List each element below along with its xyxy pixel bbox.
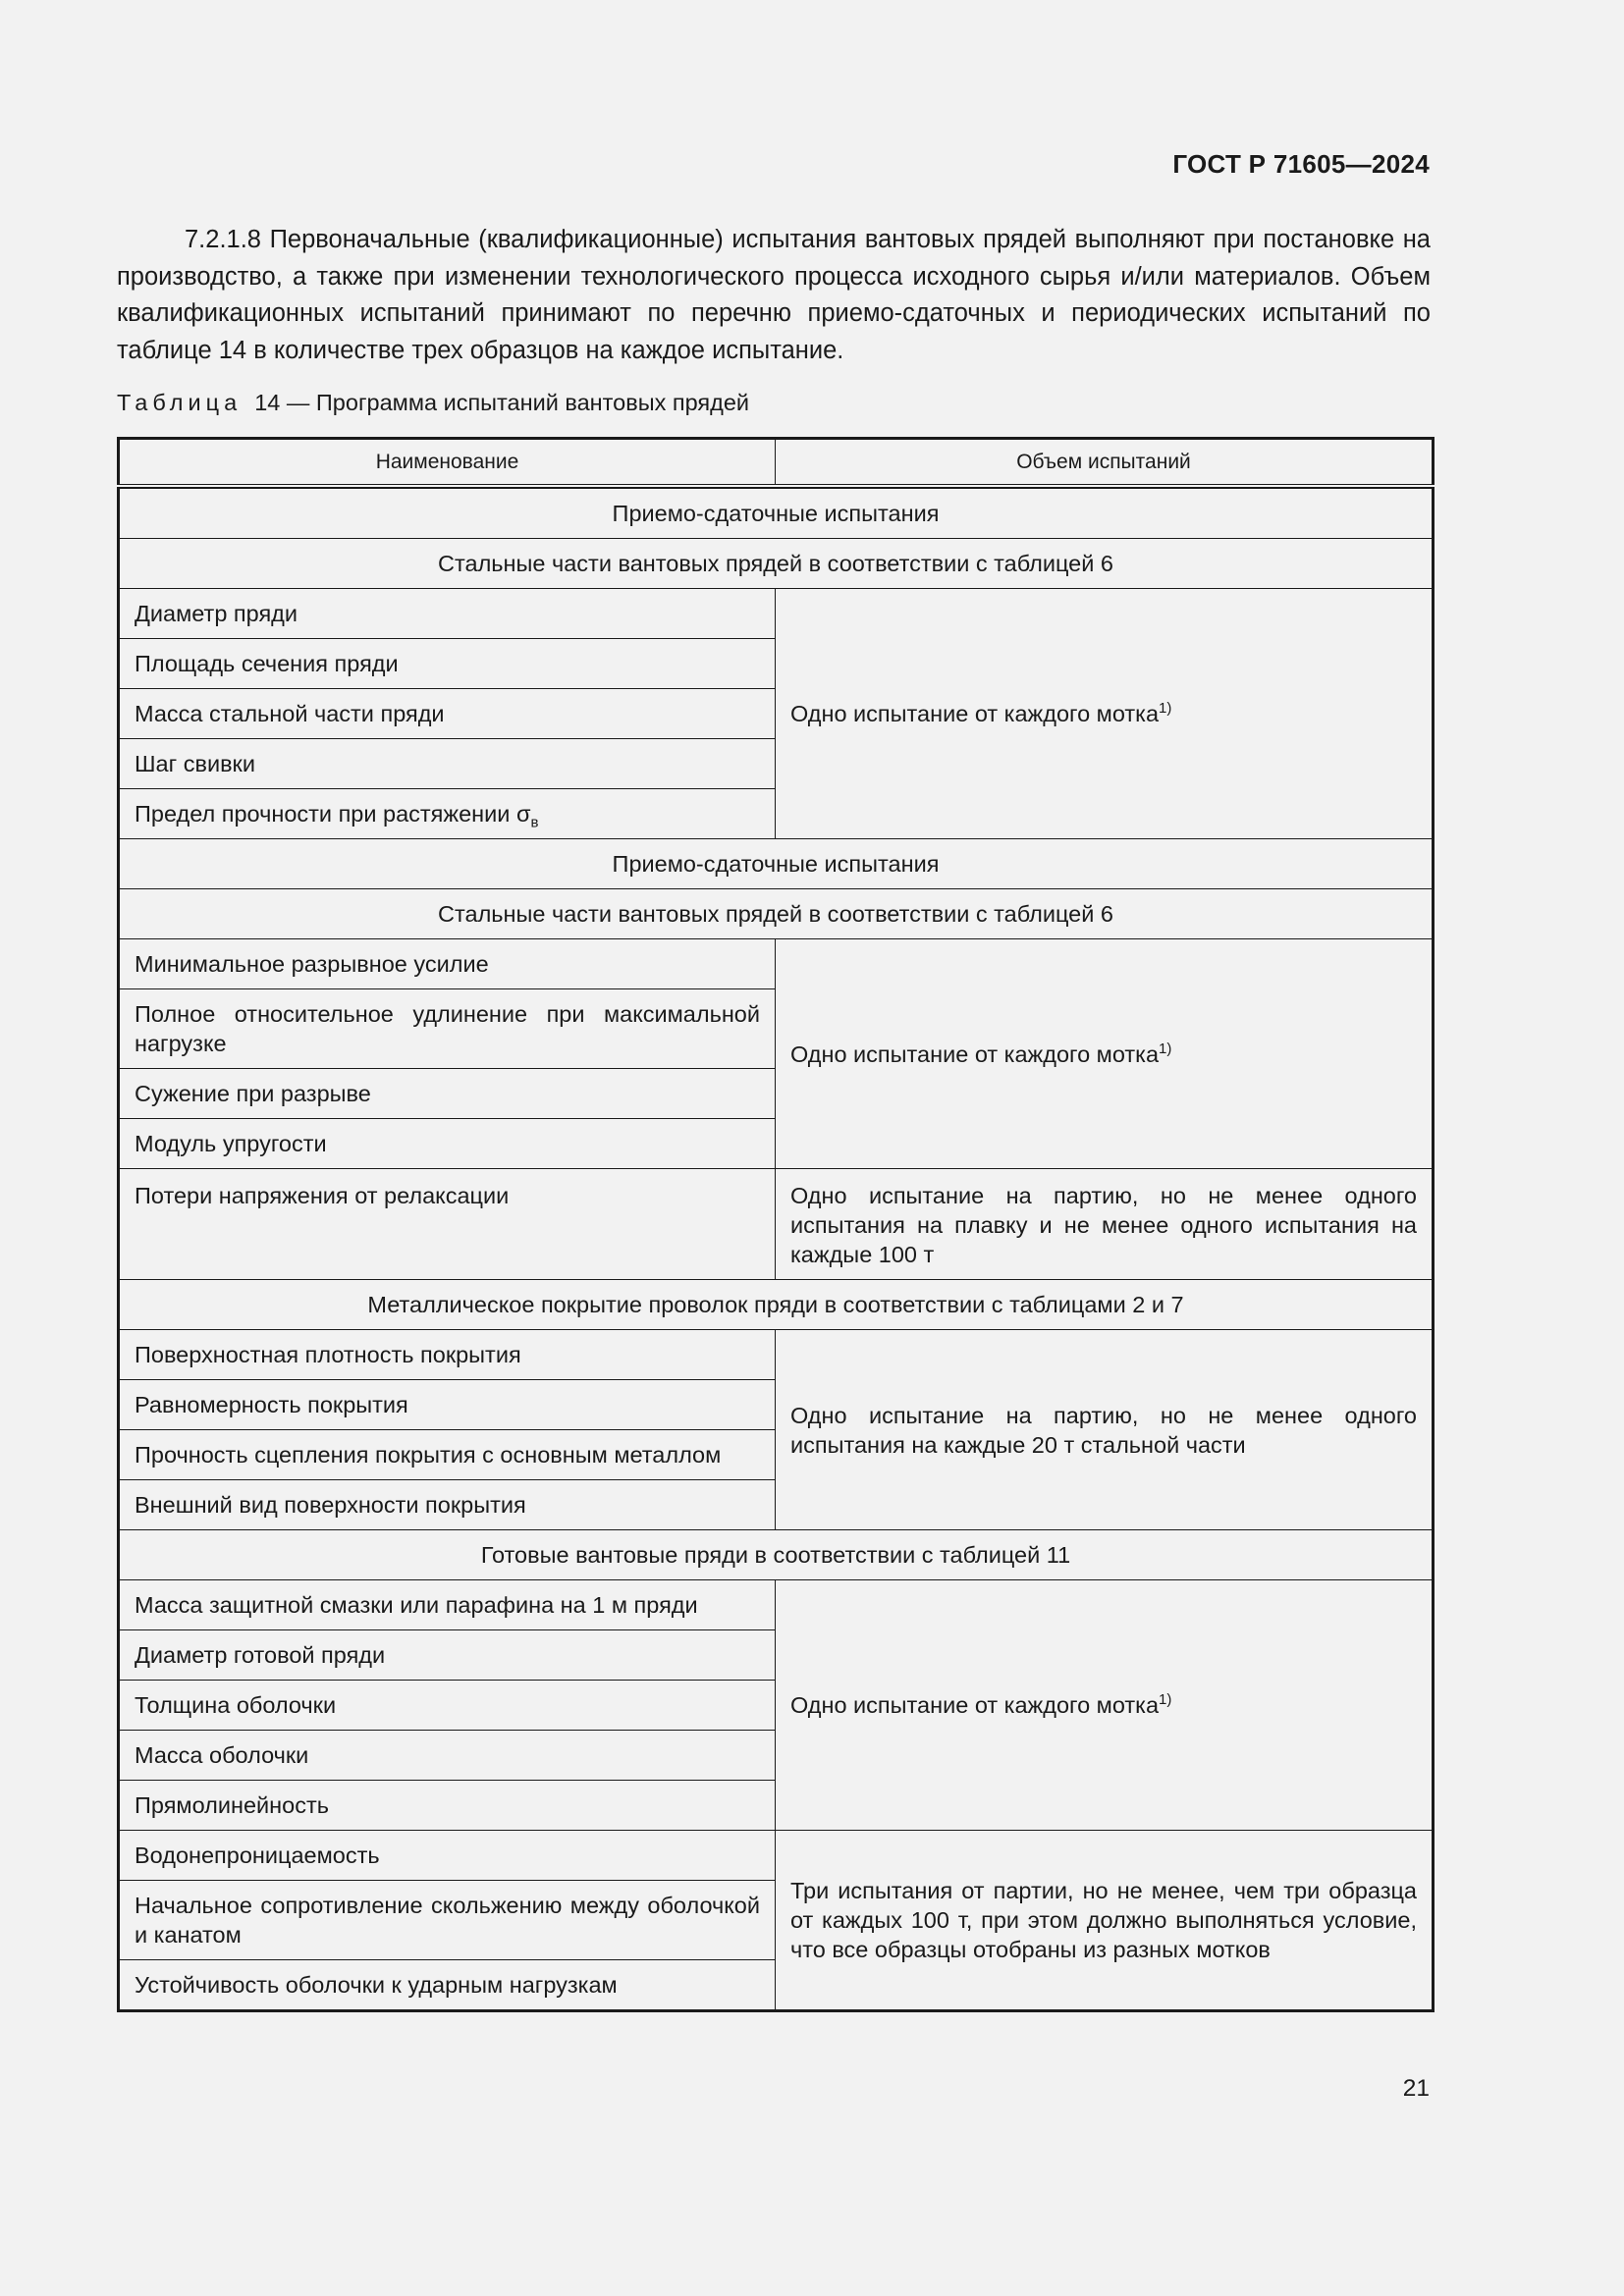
section-row: Приемо-сдаточные испытания [119, 489, 1434, 539]
test-program-table [117, 437, 1435, 2012]
table-row-name: Площадь сечения пряди [119, 639, 776, 689]
volume-cell [776, 939, 1434, 1169]
table-row-name: Масса защитной смазки или парафина на 1 м пряди [119, 1580, 776, 1630]
column-header-name: Наименование [119, 439, 776, 487]
table-row-name: Диаметр пряди [119, 589, 776, 639]
table-row-name: Диаметр готовой пряди [119, 1630, 776, 1681]
column-header-volume: Объем испытаний [776, 439, 1434, 487]
document-code: ГОСТ Р 71605—2024 [1172, 149, 1430, 179]
table-row-name: Толщина оболочки [119, 1681, 776, 1731]
table-row-name: Прочность сцепления покрытия с основным металлом [119, 1430, 776, 1480]
footnote-mark: 1) [1159, 1691, 1172, 1709]
volume-cell: Три испытания от партии, но не менее, чем три образца от каждых 100 т, при этом должно выполняться условие, что все образцы отобраны из разных мотков [776, 1831, 1434, 2011]
subsection-row: Стальные части вантовых прядей в соответствии с таблицей 6 [119, 889, 1434, 939]
table-row-name: Водонепроницаемость [119, 1831, 776, 1881]
table-row-name: Внешний вид поверхности покрытия [119, 1480, 776, 1530]
subsection-row: Металлическое покрытие проволок пряди в соответствии с таблицами 2 и 7 [119, 1280, 1434, 1330]
volume-cell: Одно испытание на партию, но не менее одного испытания на каждые 20 т стальной части [776, 1330, 1434, 1530]
table-row-name: Полное относительное удлинение при максимальной нагрузке [119, 989, 776, 1069]
table-row-name: Масса оболочки [119, 1731, 776, 1781]
volume-cell [776, 1580, 1434, 1831]
table-row-name: Начальное сопротивление скольжению между оболочкой и канатом [119, 1881, 776, 1960]
table-caption-text: 14 — Программа испытаний вантовых прядей [254, 390, 750, 415]
table-row-name: Масса стальной части пряди [119, 689, 776, 739]
table-row-name: Модуль упругости [119, 1119, 776, 1169]
table-row-name: Сужение при разрыве [119, 1069, 776, 1119]
table-caption [117, 390, 749, 416]
volume-text: Одно испытание от каждого мотка [790, 1041, 1160, 1067]
section-row: Приемо-сдаточные испытания [119, 839, 1434, 889]
page-number: 21 [1402, 2075, 1430, 2102]
table-row-name: Шаг свивки [119, 739, 776, 789]
subsection-row: Готовые вантовые пряди в соответствии с таблицей 11 [119, 1530, 1434, 1580]
subsection-row: Стальные части вантовых прядей в соответствии с таблицей 6 [119, 539, 1434, 589]
table-row-name: Минимальное разрывное усилие [119, 939, 776, 989]
table-row-name: Поверхностная плотность покрытия [119, 1330, 776, 1380]
table-row-name: Прямолинейность [119, 1781, 776, 1831]
volume-text: Одно испытание от каждого мотка [790, 1692, 1160, 1718]
table-row-name: Устойчивость оболочки к ударным нагрузкам [119, 1960, 776, 2011]
table-row-name: Равномерность покрытия [119, 1380, 776, 1430]
volume-text: Одно испытание от каждого мотка [790, 701, 1160, 726]
footnote-mark: 1) [1159, 700, 1172, 718]
table-row-name [119, 789, 776, 839]
table-row-name: Потери напряжения от релаксации [119, 1169, 776, 1280]
tensile-strength-label: Предел прочности при растяжении σ [135, 801, 531, 827]
footnote-mark: 1) [1159, 1040, 1172, 1057]
table-caption-label: Таблица [117, 390, 243, 415]
paragraph-7-2-1-8: 7.2.1.8 Первоначальные (квалификационные) испытания вантовых прядей выполняют при постановке на производство, а также при изменении технологического процесса исходного сырья и/или материалов. Объем квалификационных испытаний принимают по перечню приемо-сдаточных и периодических испытаний по таблице 14 в количестве трех образцов на каждое испытание. [117, 226, 1431, 364]
sigma-subscript: в [530, 814, 539, 831]
volume-cell [776, 589, 1434, 839]
volume-cell: Одно испытание на партию, но не менее одного испытания на плавку и не менее одного испытания на каждые 100 т [776, 1169, 1434, 1280]
